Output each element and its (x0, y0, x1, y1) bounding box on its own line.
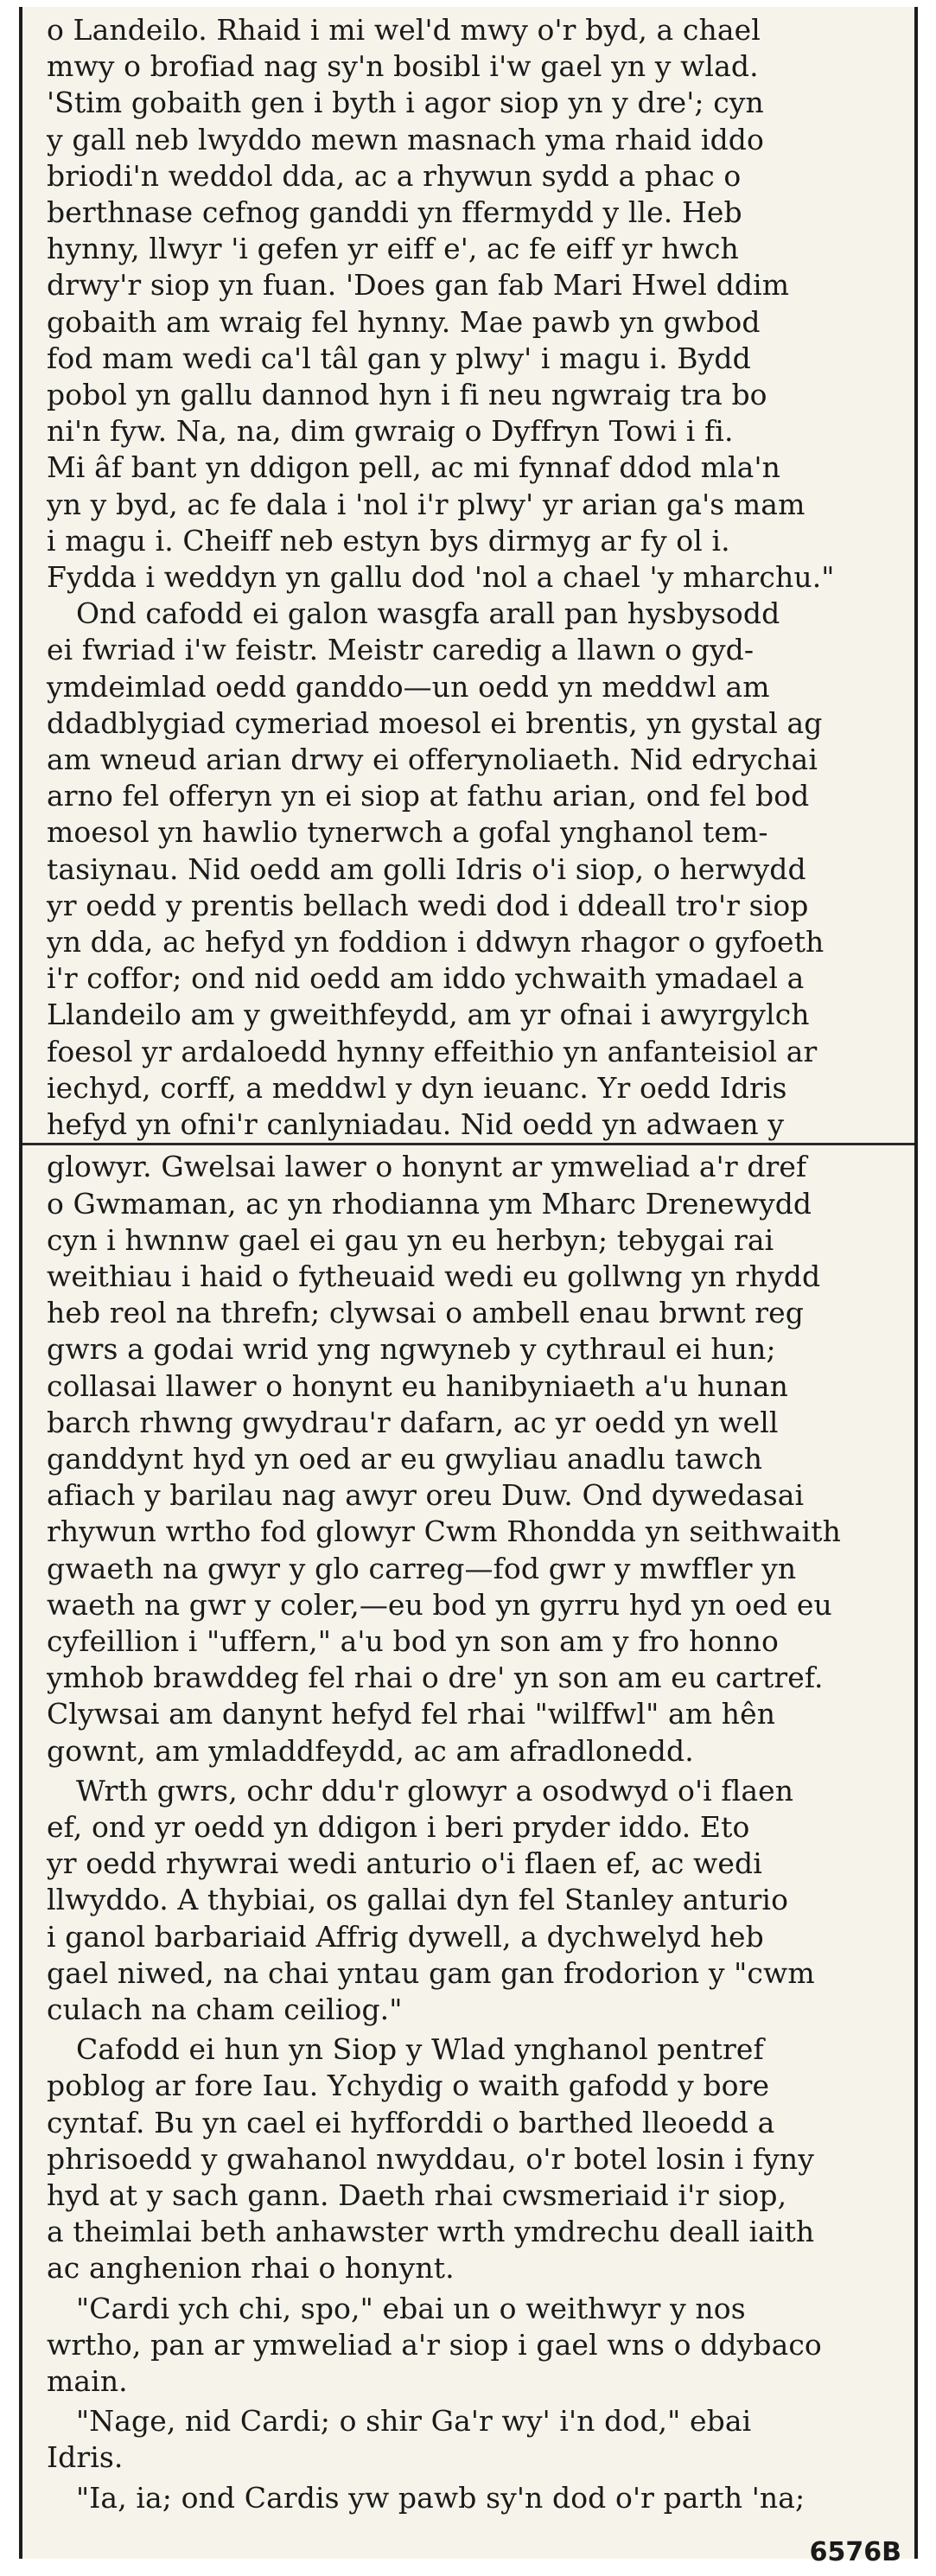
catalog-number: 6576B (809, 2537, 901, 2567)
paragraph: glowyr. Gwelsai lawer o honynt ar ymweliad a'r dref o Gwmaman, ac yn rhodianna ym Mharc Drenewydd cyn i hwnnw gael ei gau yn eu herbyn; tebygai rai weithiau i haid o fytheuaid wedi eu gollwng yn rhydd heb reol na threfn; clywsai o ambell enau brwnt reg gwrs a godai wrid yng ngwyneb y cythraul ei hun; collasai llawer o honynt eu hanibyniaeth a'u hunan barch rhwng gwydrau'r dafarn, ac yr oedd yn well ganddynt hyd yn oed ar eu gwyliau anadlu tawch afiach y barilau nag awyr oreu Duw. Ond dywedasai rhywun wrtho fod glowyr Cwm Rhondda yn seithwaith gwaeth na gwyr y glo carreg—fod gwr y mwffler yn waeth na gwr y coler,—eu bod yn gyrru hyd yn oed eu cyfeillion i "uffern," a'u bod yn son am y fro honno ymhob brawddeg fel rhai o dre' yn son am eu cartref. Clywsai am danynt hefyd fel rhai "wilffwl" am hên gownt, am ymladdfeydd, ac am afradlonedd. (47, 1150, 841, 1768)
newspaper-clipping (19, 7, 918, 2559)
paragraph: Cafodd ei hun yn Siop y Wlad ynghanol pentref poblog ar fore Iau. Ychydig o waith gafodd y bore cyntaf. Bu yn cael ei hyfforddi o barthed lleoedd a phrisoedd y gwahanol nwyddau, o'r botel losin i fyny hyd at y sach gann. Daeth rhai cwsmeriaid i'r siop, a theimlai beth anhawster wrth ymdrechu deall iaith ac anghenion rhai o honynt. (47, 2032, 815, 2286)
paragraph: "Ia, ia; ond Cardis yw pawb sy'n dod o'r parth 'na; (76, 2480, 805, 2515)
lower-column (22, 1145, 914, 2516)
paragraph: "Nage, nid Cardi; o shir Ga'r wy' i'n dod," ebai Idris. (47, 2404, 752, 2475)
upper-column (22, 7, 914, 1143)
paragraph: Ond cafodd ei galon wasgfa arall pan hysbysodd ei fwriad i'w feistr. Meistr caredig a llawn o gyd- ymdeimlad oedd ganddo—un oedd yn meddwl am ddadblygiad cymeriad moesol ei brentis, yn gystal ag am wneud arian drwy ei offerynoliaeth. Nid edrychai arno fel offeryn yn ei siop at fathu arian, ond fel bod moesol yn hawlio tynerwch a gofal ynghanol tem- tasiynau. Nid oedd am golli Idris o'i siop, o herwydd yr oedd y prentis bellach wedi dod i ddeall tro'r siop yn dda, ac hefyd yn foddion i ddwyn rhagor o gyfoeth i'r coffor; ond nid oedd am iddo ychwaith ymadael a Llandeilo am y gweithfeydd, am yr ofnai i awyrgylch foesol yr ardaloedd hynny effeithio yn anfanteisiol ar iechyd, corff, a meddwl y dyn ieuanc. Yr oedd Idris hefyd yn ofni'r canlyniadau. Nid oedd yn adwaen y (47, 596, 825, 1142)
paragraph: Wrth gwrs, ochr ddu'r glowyr a osodwyd o'i flaen ef, ond yr oedd yn ddigon i beri pryder iddo. Eto yr oedd rhywrai wedi anturio o'i flaen ef, ac wedi llwyddo. A thybiai, os gallai dyn fel Stanley anturio i ganol barbariaid Affrig dywell, a dychwelyd heb gael niwed, na chai yntau gam gan frodorion y "cwm culach na cham ceiliog." (47, 1773, 815, 2026)
paragraph: "Cardi ych chi, spo," ebai un o weithwyr y nos wrtho, pan ar ymweliad a'r siop i gael wns o ddybaco main. (47, 2291, 822, 2398)
paragraph: o Landeilo. Rhaid i mi wel'd mwy o'r byd, a chael mwy o brofiad nag sy'n bosibl i'w gael yn y wlad. 'Stim gobaith gen i byth i agor siop yn y dre'; cyn y gall neb lwyddo mewn masnach yma rhaid iddo briodi'n weddol dda, ac a rhywun sydd a phac o berthnase cefnog ganddi yn ffermydd y lle. Heb hynny, llwyr 'i gefen yr eiff e', ac fe eiff yr hwch drwy'r siop yn fuan. 'Does gan fab Mari Hwel ddim gobaith am wraig fel hynny. Mae pawb yn gwbod fod mam wedi ca'l tâl gan y plwy' i magu i. Bydd pobol yn gallu dannod hyn i fi neu ngwraig tra bo ni'n fyw. Na, na, dim gwraig o Dyffryn Towi i fi. Mi âf bant yn ddigon pell, ac mi fynnaf ddod mla'n yn y byd, ac fe dala i 'nol i'r plwy' yr arian ga's mam i magu i. Cheiff neb estyn bys dirmyg ar fy ol i. Fydda i weddyn yn gallu dod 'nol a chael 'y mharchu." (47, 13, 835, 595)
